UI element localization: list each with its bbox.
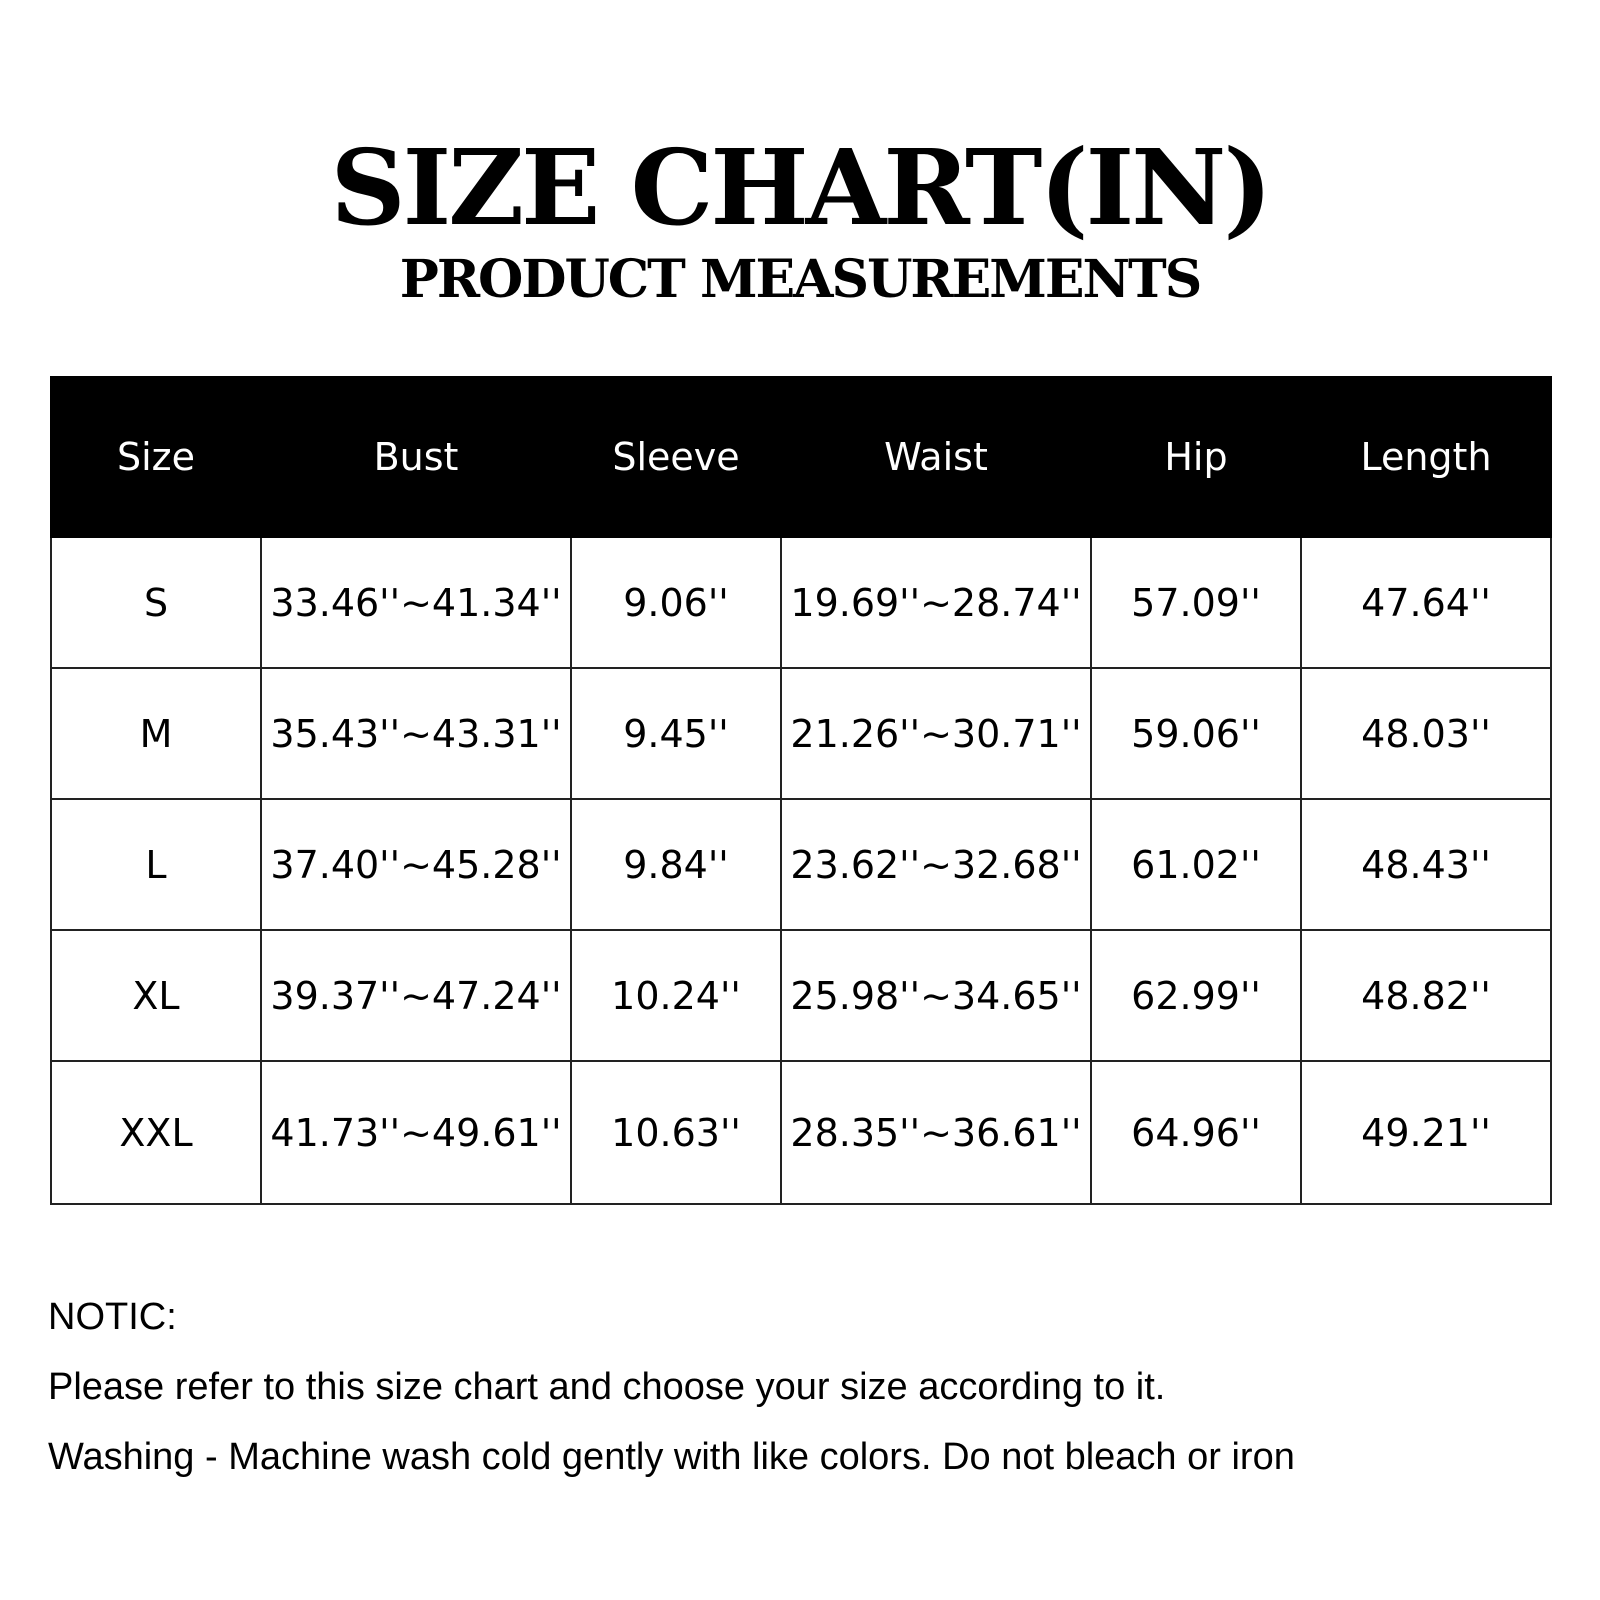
notice-heading: NOTIC: xyxy=(48,1296,177,1338)
cell-sleeve: 10.24'' xyxy=(571,930,781,1061)
cell-bust: 35.43''~43.31'' xyxy=(261,668,571,799)
cell-hip: 64.96'' xyxy=(1091,1061,1301,1204)
table-row xyxy=(51,930,1551,1061)
cell-waist: 19.69''~28.74'' xyxy=(781,537,1091,668)
table-header-row xyxy=(51,377,1551,537)
notice-section xyxy=(48,1296,1568,1506)
header-length: Length xyxy=(1301,377,1551,537)
page-subtitle: PRODUCT MEASUREMENTS xyxy=(399,249,1201,310)
cell-waist: 28.35''~36.61'' xyxy=(781,1061,1091,1204)
cell-sleeve: 9.84'' xyxy=(571,799,781,930)
notice-line-washing: Washing - Machine wash cold gently with like colors. Do not bleach or iron xyxy=(48,1436,1295,1478)
cell-sleeve: 9.45'' xyxy=(571,668,781,799)
cell-bust: 41.73''~49.61'' xyxy=(261,1061,571,1204)
cell-waist: 23.62''~32.68'' xyxy=(781,799,1091,930)
cell-size: M xyxy=(51,668,261,799)
cell-hip: 57.09'' xyxy=(1091,537,1301,668)
header-hip: Hip xyxy=(1091,377,1301,537)
header-bust: Bust xyxy=(261,377,571,537)
table-row xyxy=(51,668,1551,799)
table-row xyxy=(51,799,1551,930)
cell-sleeve: 9.06'' xyxy=(571,537,781,668)
cell-length: 47.64'' xyxy=(1301,537,1551,668)
header-size: Size xyxy=(51,377,261,537)
page-title: SIZE CHART(IN) xyxy=(330,126,1270,249)
cell-length: 49.21'' xyxy=(1301,1061,1551,1204)
cell-bust: 37.40''~45.28'' xyxy=(261,799,571,930)
header-sleeve: Sleeve xyxy=(571,377,781,537)
cell-waist: 21.26''~30.71'' xyxy=(781,668,1091,799)
table-row xyxy=(51,537,1551,668)
table-row xyxy=(51,1061,1551,1204)
notice-line-size: Please refer to this size chart and choose your size according to it. xyxy=(48,1366,1166,1408)
cell-size: L xyxy=(51,799,261,930)
cell-length: 48.03'' xyxy=(1301,668,1551,799)
cell-bust: 39.37''~47.24'' xyxy=(261,930,571,1061)
cell-size: XL xyxy=(51,930,261,1061)
cell-sleeve: 10.63'' xyxy=(571,1061,781,1204)
cell-size: S xyxy=(51,537,261,668)
cell-length: 48.82'' xyxy=(1301,930,1551,1061)
cell-size: XXL xyxy=(51,1061,261,1204)
cell-bust: 33.46''~41.34'' xyxy=(261,537,571,668)
cell-length: 48.43'' xyxy=(1301,799,1551,930)
size-table xyxy=(50,376,1552,1205)
cell-hip: 61.02'' xyxy=(1091,799,1301,930)
cell-waist: 25.98''~34.65'' xyxy=(781,930,1091,1061)
header-waist: Waist xyxy=(781,377,1091,537)
cell-hip: 62.99'' xyxy=(1091,930,1301,1061)
cell-hip: 59.06'' xyxy=(1091,668,1301,799)
